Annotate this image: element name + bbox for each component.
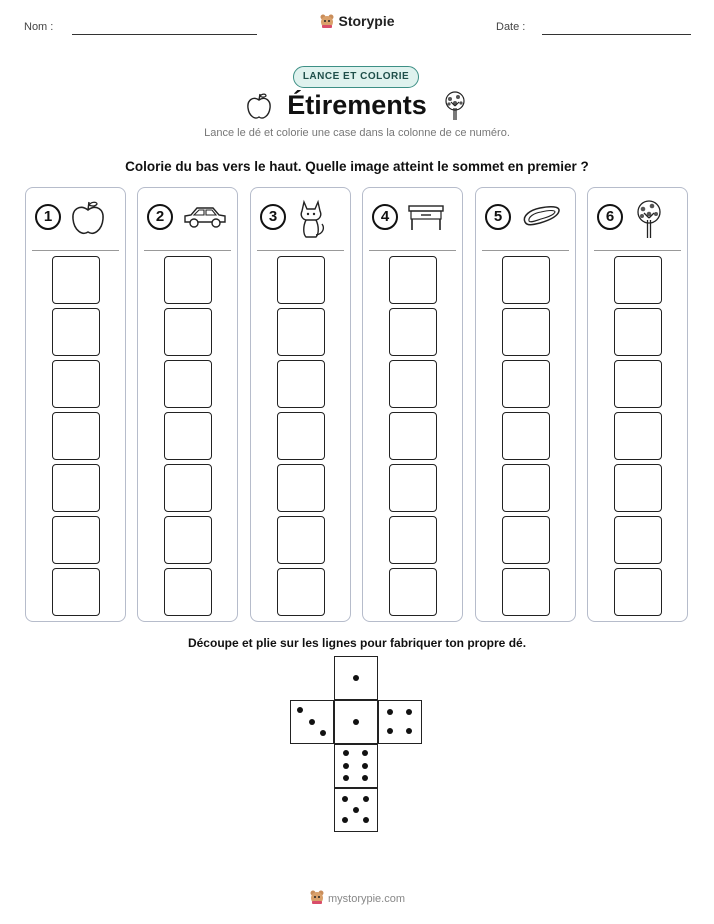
color-box[interactable] [164,308,212,356]
column-separator [369,250,456,251]
die-pip [343,775,349,781]
color-box[interactable] [52,568,100,616]
color-box[interactable] [164,516,212,564]
color-box[interactable] [502,412,550,460]
die-pip [363,817,369,823]
column-separator [144,250,231,251]
die-pip [353,807,359,813]
brand-logo [0,13,714,29]
color-box[interactable] [52,412,100,460]
die-pip [406,709,412,715]
activity-badge: LANCE ET COLORIE [293,66,419,88]
column-separator [257,250,344,251]
die-face-1 [334,656,378,700]
die-pip [353,719,359,725]
column-5 [475,187,576,622]
color-box[interactable] [614,516,662,564]
die-face-1 [334,700,378,744]
color-box[interactable] [52,308,100,356]
bear-logo-icon [309,889,325,905]
color-box[interactable] [502,516,550,564]
color-box[interactable] [389,516,437,564]
color-box[interactable] [52,256,100,304]
die-pip [342,817,348,823]
bear-logo-icon [319,13,335,29]
column-number: 6 [597,204,623,230]
footer [0,889,714,905]
column-separator [594,250,681,251]
color-box[interactable] [277,516,325,564]
apple-icon [70,198,106,243]
color-box[interactable] [502,464,550,512]
color-box[interactable] [277,412,325,460]
color-box[interactable] [389,256,437,304]
column-3 [250,187,351,622]
column-6 [587,187,688,622]
color-box[interactable] [277,464,325,512]
color-box[interactable] [389,308,437,356]
column-number: 3 [260,204,286,230]
die-pip [309,719,315,725]
brand-name: Storypie [338,13,395,29]
rubber-band-icon [520,198,562,237]
die-pip [342,796,348,802]
color-box[interactable] [502,308,550,356]
color-box[interactable] [52,360,100,408]
die-face-4 [378,700,422,744]
column-1 [25,187,126,622]
die-pip [406,728,412,734]
die-instruction: Découpe et plie sur les lignes pour fabriquer ton propre dé. [187,636,527,650]
date-line[interactable] [542,34,691,35]
color-box[interactable] [277,360,325,408]
color-box[interactable] [52,516,100,564]
color-box[interactable] [164,256,212,304]
date-label: Date : [496,21,526,33]
color-box[interactable] [389,568,437,616]
die-pip [387,709,393,715]
color-box[interactable] [614,360,662,408]
die-pip [297,707,303,713]
color-box[interactable] [614,256,662,304]
name-line[interactable] [72,34,257,35]
color-box[interactable] [502,256,550,304]
die-pip [343,763,349,769]
color-box[interactable] [614,412,662,460]
column-number: 2 [147,204,173,230]
tree-icon [440,90,470,122]
die-pip [320,730,326,736]
color-box[interactable] [277,308,325,356]
color-box[interactable] [277,256,325,304]
die-pip [387,728,393,734]
color-box[interactable] [614,464,662,512]
car-icon [182,198,228,239]
column-4 [362,187,463,622]
die-pip [363,796,369,802]
column-2 [137,187,238,622]
color-box[interactable] [389,464,437,512]
instruction: Colorie du bas vers le haut. Quelle image atteint le sommet en premier ? [125,159,589,174]
die-pip [353,675,359,681]
die-pip [343,750,349,756]
tree-icon [632,198,666,245]
color-box[interactable] [164,412,212,460]
color-box[interactable] [164,464,212,512]
color-box[interactable] [502,568,550,616]
column-number: 4 [372,204,398,230]
cat-icon [295,198,327,245]
color-box[interactable] [164,360,212,408]
color-box[interactable] [164,568,212,616]
color-box[interactable] [614,568,662,616]
color-box[interactable] [277,568,325,616]
column-number: 5 [485,204,511,230]
die-face-6 [334,744,378,788]
color-box[interactable] [389,412,437,460]
column-separator [482,250,569,251]
die-pip [362,775,368,781]
page-title: Étirements [287,90,427,120]
column-separator [32,250,119,251]
color-box[interactable] [389,360,437,408]
die-pip [362,763,368,769]
color-box[interactable] [614,308,662,356]
die-face-3 [290,700,334,744]
name-label: Nom : [24,21,54,33]
column-number: 1 [35,204,61,230]
color-box[interactable] [52,464,100,512]
subtitle: Lance le dé et colorie une case dans la colonne de ce numéro. [204,127,510,139]
die-face-5 [334,788,378,832]
desk-icon [407,198,445,239]
die-pip [362,750,368,756]
color-box[interactable] [502,360,550,408]
footer-url: mystorypie.com [327,893,406,905]
